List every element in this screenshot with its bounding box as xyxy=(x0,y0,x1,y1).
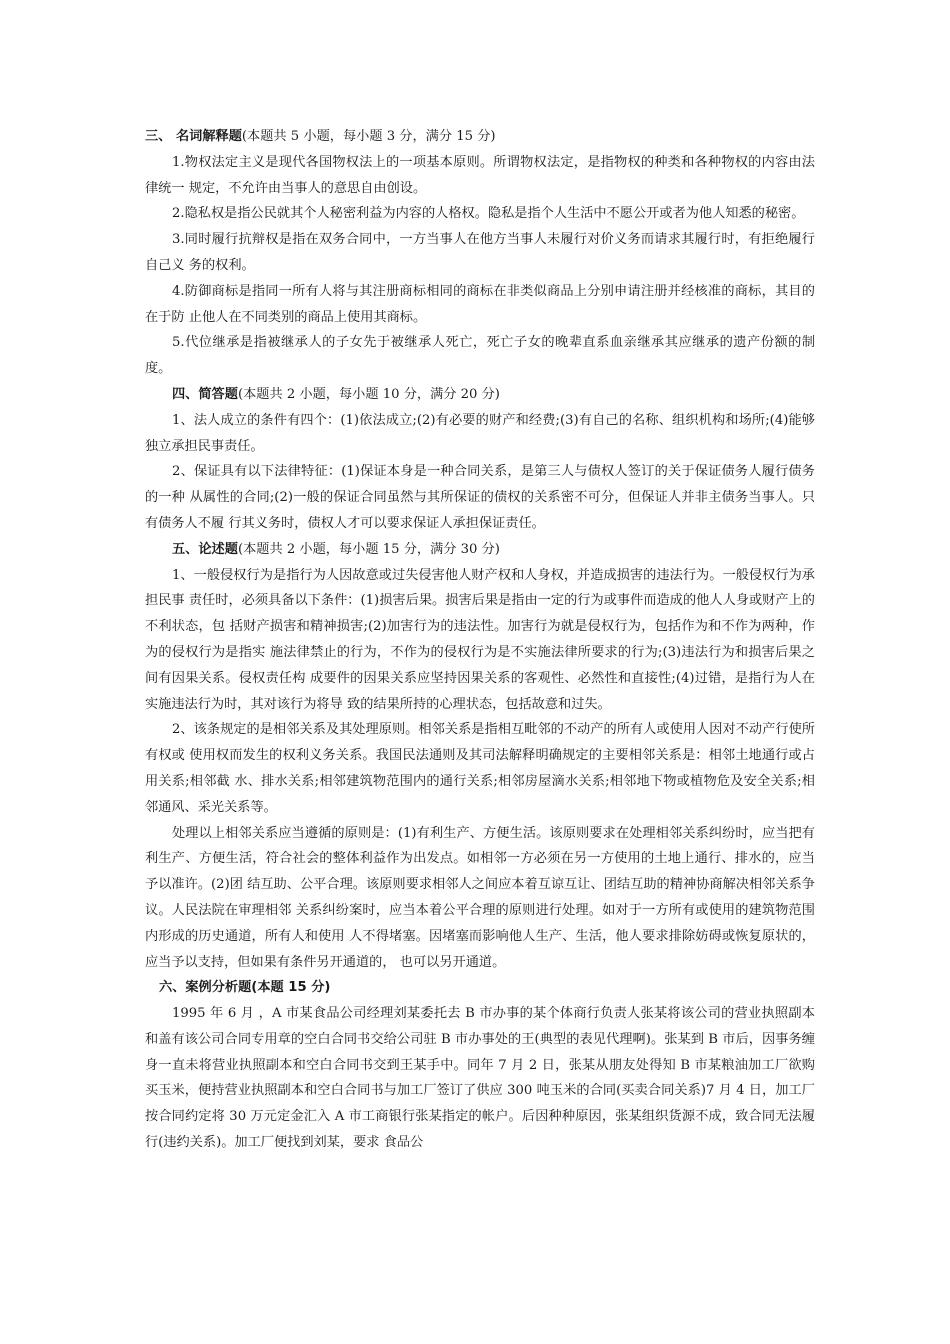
paragraph: 处理以上相邻关系应当遵循的原则是：(1)有利生产、方便生活。该原则要求在处理相邻关系纠纷时，应当把有利生产、方便生活，符合社会的整体利益作为出发点。如相邻一方必须在另一方使用的土地上通行、排水的，应当予以准许。(2)团 结互助、公平合理。该原则要求相邻人之间应本着互谅互让、团结互助的精神协商解决相邻关系争议。人民法院在审理相邻 关系纠纷案时，应当本着公平合理的原则进行处理。如对于一方所有或使用的建筑物范围内形成的历史通道，所有人和使用 人不得堵塞。因堵塞而影响他人生产、生活，他人要求排除妨碍或恢复原状的，应当予以支持，但如果有条件另开通道的， 也可以另开通道。 xyxy=(145,825,815,970)
section-5-heading xyxy=(145,537,815,563)
paragraph: 5.代位继承是指被继承人的子女先于被继承人死亡，死亡子女的晚辈直系血亲继承其应继承的遗产份额的制度。 xyxy=(145,335,815,377)
document-page xyxy=(145,124,815,1156)
section-note: (本题共 5 小题，每小题 3 分，满分 15 分) xyxy=(241,129,496,144)
section-4-heading xyxy=(145,382,815,408)
section-note: (本题共 2 小题，每小题 15 分，满分 30 分) xyxy=(237,541,500,557)
paragraph: 2.隐私权是指公民就其个人秘密利益为内容的人格权。隐私是指个人生活中不愿公开或者为他人知悉的秘密。 xyxy=(172,206,805,222)
paragraph: 2、该条规定的是相邻关系及其处理原则。相邻关系是指相互毗邻的不动产的所有人或使用人因对不动产行使所有权或 使用权而发生的权利义务关系。我国民法通则及其司法解释明确规定的主要相邻关系是：相邻土地通行或占用关系;相邻截 水、排水关系;相邻建筑物范围内的通行关系;相邻房屋滴水关系;相邻地下物或植物危及安全关系;相邻通风、采光关系等。 xyxy=(145,722,815,815)
paragraph: 2、保证具有以下法律特征：(1)保证本身是一种合同关系，是第三人与债权人签订的关于保证债务人履行债务的一种 从属性的合同;(2)一般的保证合同虽然与其所保证的债权的关系密不可分，但保证人并非主债务当事人。只有债务人不履 行其义务时，债权人才可以要求保证人承担保证责任。 xyxy=(145,464,815,531)
paragraph: 4.防御商标是指同一所有人将与其注册商标相同的商标在非类似商品上分别申请注册并经核准的商标，其目的在于防 止他人在不同类别的商品上使用其商标。 xyxy=(145,283,815,325)
section-title: 五、论述题 xyxy=(172,541,238,557)
paragraph: 3.同时履行抗辩权是指在双务合同中，一方当事人在他方当事人未履行对价义务而请求其履行时，有拒绝履行自己义 务的权利。 xyxy=(145,232,815,273)
section-title: 六、案例分析题(本题 15 分) xyxy=(159,980,331,996)
section-6-heading xyxy=(145,975,815,1001)
paragraph: 1.物权法定主义是现代各国物权法上的一项基本原则。所谓物权法定，是指物权的种类和各种物权的内容由法律统一 规定，不允许由当事人的意思自由创设。 xyxy=(145,154,815,196)
section-title: 四、简答题 xyxy=(172,386,238,402)
paragraph: 1、法人成立的条件有四个：(1)依法成立;(2)有必要的财产和经费;(3)有自己的名称、组织机构和场所;(4)能够独立承担民事责任。 xyxy=(145,412,815,454)
section-title: 三、 名词解释题 xyxy=(145,129,242,144)
section-3-heading xyxy=(145,124,815,150)
section-note: (本题共 2 小题，每小题 10 分，满分 20 分) xyxy=(237,386,500,402)
paragraph: 1995 年 6 月 ，A 市某食品公司经理刘某委托去 B 市办事的某个体商行负责人张某将该公司的营业执照副本和盖有该公司合同专用章的空白合同书交给公司驻 B 市办事处的王(典型的表见代理啊)。张某到 B 市后，因事务缠身一直未将营业执照副本和空白合同书交到王某手中。同年 7 月 2 日，张某从朋友处得知 B 市某粮油加工厂欲购买玉米，便持营业执照副本和空白合同书与加工厂签订了供应 300 吨玉米的合同(买卖合同关系)7 月 4 日，加工厂按合同约定将 30 万元定金汇入 A 市工商银行张某指定的帐户。后因种种原因，张某组织货源不成，致合同无法履行(违约关系)。加工厂便找到刘某，要求 食品公 xyxy=(145,1006,815,1151)
paragraph: 1、一般侵权行为是指行为人因故意或过失侵害他人财产权和人身权，并造成损害的违法行为。一般侵权行为承担民事 责任时，必须具备以下条件：(1)损害后果。损害后果是指由一定的行为或事件而造成的他人人身或财产上的不利状态，包 括财产损害和精神损害;(2)加害行为的违法性。加害行为就是侵权行为，包括作为和不作为两种，作为的侵权行为是指实 施法律禁止的行为，不作为的侵权行为是不实施法律所要求的行为;(3)违法行为和损害后果之间有因果关系。侵权责任构 成要件的因果关系应坚持因果关系的客观性、必然性和直接性;(4)过错，是指行为人在实施违法行为时，其对该行为将导 致的结果所持的心理状态，包括故意和过失。 xyxy=(145,567,815,712)
